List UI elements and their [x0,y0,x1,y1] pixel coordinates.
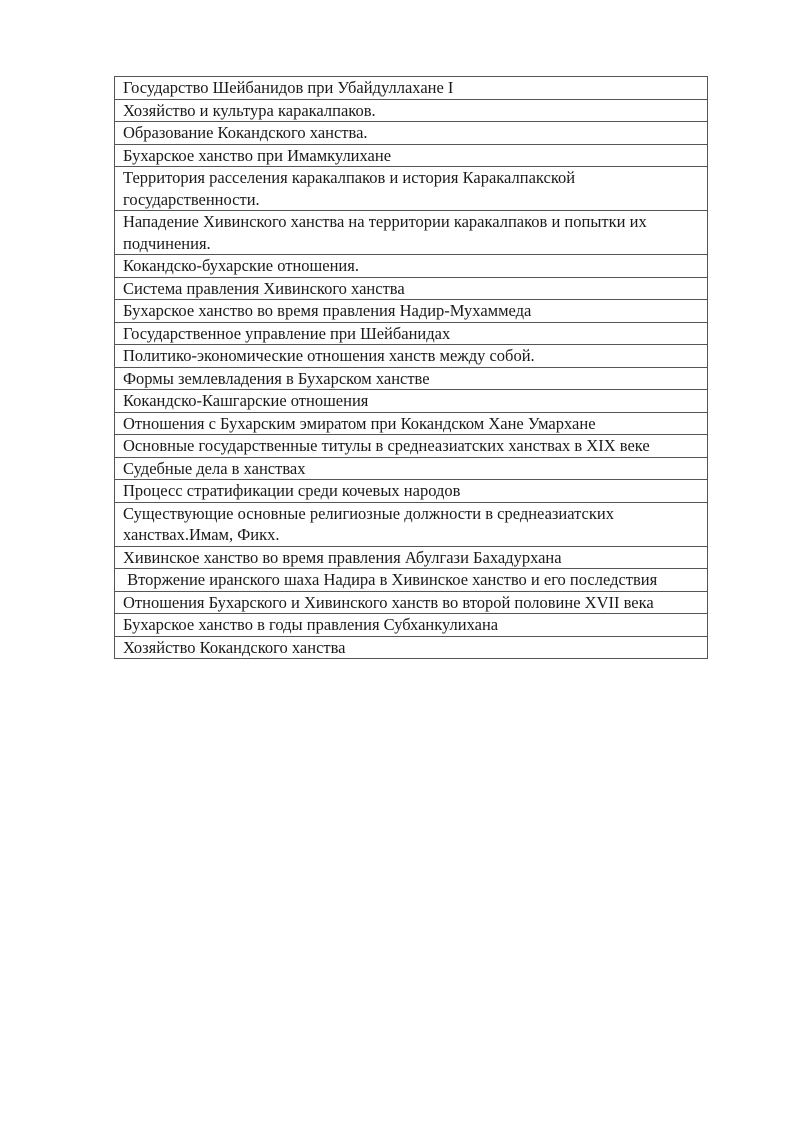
table-row [115,322,708,345]
table-row [115,569,708,592]
topic-cell: Бухарское ханство в годы правления Субханкулихана [115,614,708,637]
table-row [115,277,708,300]
table-row [115,412,708,435]
table-row [115,502,708,546]
topics-table-body [115,77,708,659]
table-row [115,345,708,368]
topic-cell: Государство Шейбанидов при Убайдуллахане I [115,77,708,100]
table-row [115,167,708,211]
topic-cell: Кокандско-Кашгарские отношения [115,390,708,413]
topic-cell: Судебные дела в ханствах [115,457,708,480]
topic-cell: Нападение Хивинского ханства на территории каракалпаков и попытки их подчинения. [115,211,708,255]
topic-cell: Система правления Хивинского ханства [115,277,708,300]
topic-cell: Государственное управление при Шейбанидах [115,322,708,345]
table-row [115,480,708,503]
topic-cell: Процесс стратификации среди кочевых народов [115,480,708,503]
table-row [115,390,708,413]
topic-cell: Существующие основные религиозные должности в среднеазиатских ханствах.Имам, Фикх. [115,502,708,546]
topic-cell: Отношения с Бухарским эмиратом при Кокандском Хане Умархане [115,412,708,435]
table-row [115,122,708,145]
topic-cell: Вторжение иранского шаха Надира в Хивинское ханство и его последствия [115,569,708,592]
topic-cell: Хозяйство и культура каракалпаков. [115,99,708,122]
topic-cell: Политико-экономические отношения ханств между собой. [115,345,708,368]
topic-cell: Формы землевладения в Бухарском ханстве [115,367,708,390]
table-row [115,144,708,167]
table-row [115,77,708,100]
topic-cell: Кокандско-бухарские отношения. [115,255,708,278]
topic-cell: Отношения Бухарского и Хивинского ханств во второй половине XVII века [115,591,708,614]
table-row [115,614,708,637]
topic-cell: Территория расселения каракалпаков и история Каракалпакской государственности. [115,167,708,211]
table-row [115,300,708,323]
table-row [115,367,708,390]
table-row [115,636,708,659]
table-row [115,457,708,480]
topic-cell: Бухарское ханство во время правления Надир-Мухаммеда [115,300,708,323]
topic-cell: Основные государственные титулы в среднеазиатских ханствах в XIX веке [115,435,708,458]
topic-cell: Бухарское ханство при Имамкулихане [115,144,708,167]
table-row [115,99,708,122]
table-row [115,591,708,614]
table-row [115,435,708,458]
table-row [115,546,708,569]
topics-table [114,76,708,659]
table-row [115,211,708,255]
table-row [115,255,708,278]
topic-cell: Хивинское ханство во время правления Абулгази Бахадурхана [115,546,708,569]
topic-cell: Хозяйство Кокандского ханства [115,636,708,659]
topic-cell: Образование Кокандского ханства. [115,122,708,145]
